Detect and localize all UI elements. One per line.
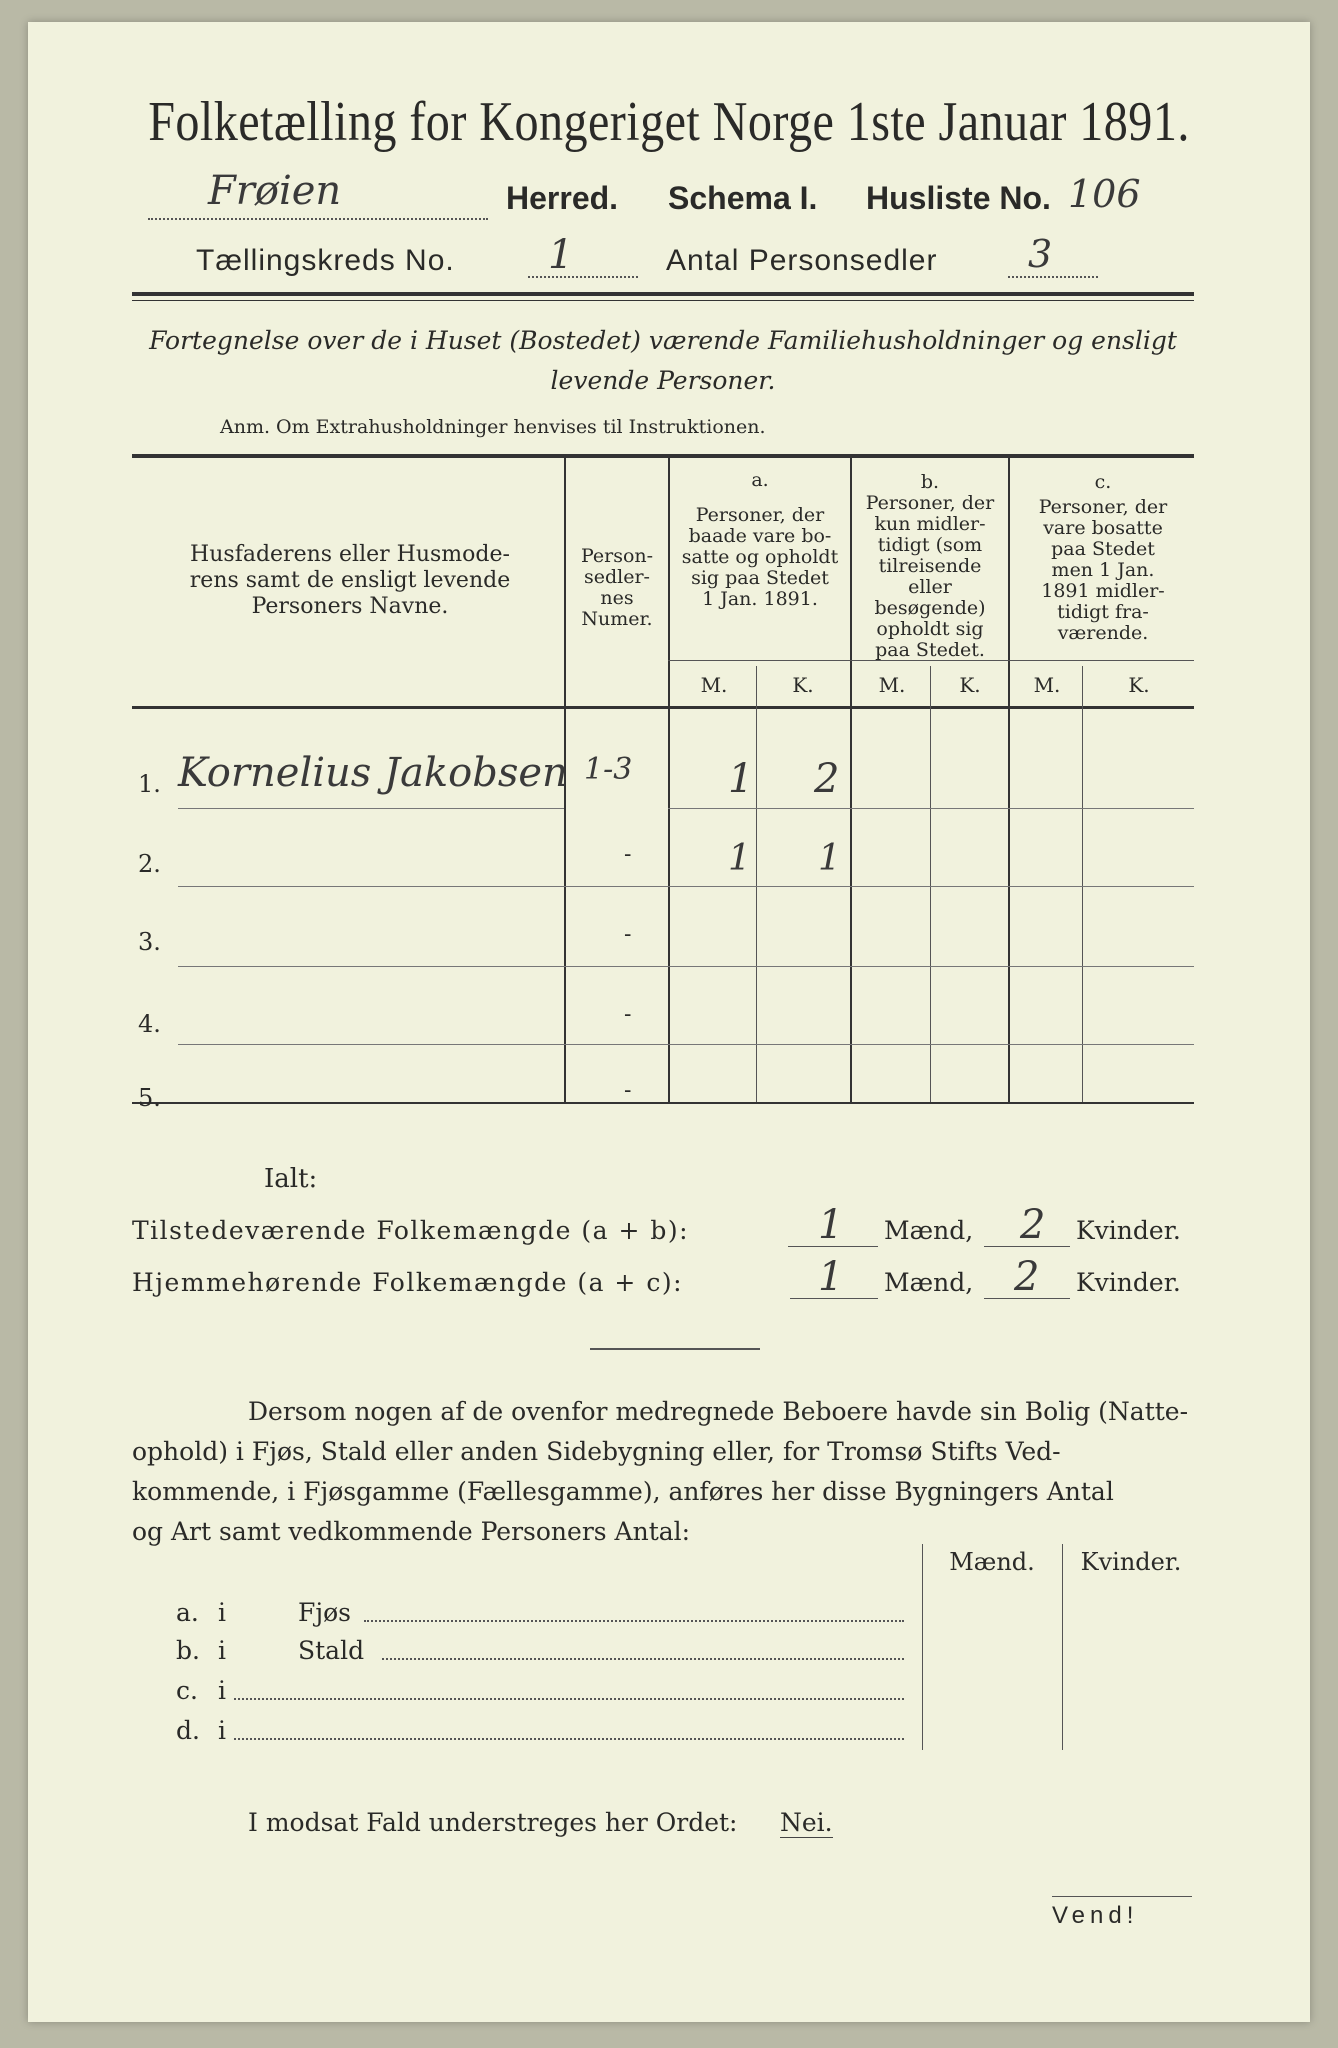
col-b-line: paa Stedet.	[875, 639, 985, 661]
para-line-1: Dersom nogen af de ovenfor medregnede Beboere havde sin Bolig (Natte-	[248, 1397, 1189, 1426]
tilstede-kvinder: Kvinder.	[1076, 1216, 1181, 1245]
building-d-letter: d.	[176, 1716, 200, 1745]
tilstede-k: 2	[1020, 1202, 1046, 1248]
row-1-number: 1.	[138, 770, 161, 798]
building-a-dots	[364, 1620, 904, 1622]
col-num-line: nes	[600, 587, 634, 609]
col-a-line: baade vare bo-	[688, 525, 832, 547]
building-a-name: Fjøs	[298, 1598, 351, 1627]
anm-note: Anm. Om Extrahusholdninger henvises til Instruktionen.	[220, 416, 766, 438]
col-c-line: tidigt fra-	[1057, 601, 1149, 623]
kreds-value: 1	[548, 232, 574, 278]
building-c-letter: c.	[176, 1676, 198, 1705]
building-d-dots	[234, 1738, 904, 1740]
row-3-num: -	[624, 922, 632, 947]
col-c-letter: c.	[1094, 471, 1112, 493]
row-2-line	[178, 886, 1194, 887]
b-k-label: K.	[959, 673, 981, 697]
col-b-letter: b.	[920, 471, 940, 493]
col-name-line: Husfaderens eller Husmode-	[190, 542, 510, 567]
col-b-line: Personer, der	[865, 492, 995, 514]
schema-label: Schema I.	[668, 180, 818, 216]
row-2-a-m: 1	[728, 838, 751, 879]
building-c-i: i	[218, 1676, 226, 1705]
building-a-i: i	[218, 1598, 226, 1627]
herred-label: Herred.	[506, 180, 619, 216]
kreds-field	[528, 254, 638, 278]
col-a-line: satte og opholdt	[681, 546, 839, 568]
row-3-line	[178, 966, 1194, 967]
para-line-4: og Art samt vedkommende Personers Antal:	[132, 1517, 691, 1546]
c-m-label: M.	[1033, 673, 1061, 697]
census-form-page	[28, 22, 1310, 2022]
table-top-rule	[132, 454, 1194, 458]
kreds-label: Tællingskreds No.	[196, 244, 455, 277]
col-c-line: værende.	[1057, 622, 1149, 644]
separator-rule	[590, 1348, 760, 1350]
row-2-a-k: 1	[818, 838, 841, 879]
col-a-letter: a.	[751, 469, 769, 491]
building-b-i: i	[218, 1636, 226, 1665]
intro-line-2: levende Personer.	[550, 366, 776, 395]
col-b-line: eller	[908, 576, 952, 598]
row-1-line-values	[668, 808, 1194, 809]
buildings-maend-head: Mænd.	[949, 1548, 1035, 1576]
row-5-num: -	[624, 1078, 632, 1103]
hjemme-label: Hjemmehørende Folkemængde (a + c):	[132, 1268, 683, 1297]
col-c-line: Personer, der	[1038, 496, 1168, 518]
para-line-2: ophold) i Fjøs, Stald eller anden Sidebygning eller, for Tromsø Stifts Ved-	[132, 1437, 1061, 1466]
herred-value: Frøien	[208, 168, 342, 214]
table-header-rule	[132, 706, 1194, 709]
nei-word: Nei.	[780, 1808, 833, 1837]
col-a-line: 1 Jan. 1891.	[702, 588, 818, 610]
vend-text: Vend!	[1052, 1902, 1139, 1929]
col-num-line: Person-	[580, 545, 654, 567]
col-b-line: kun midler-	[874, 513, 986, 535]
row-5-number: 5.	[138, 1084, 161, 1112]
antal-value: 3	[1028, 232, 1053, 276]
buildings-divider-1	[922, 1544, 923, 1750]
col-divider-b-mk	[930, 666, 931, 1102]
form-title: Folketælling for Kongeriget Norge 1ste Januar 1891.	[148, 91, 1190, 153]
col-divider-3	[850, 458, 852, 1102]
col-c-line: 1891 midler-	[1041, 580, 1165, 602]
building-b-name: Stald	[298, 1636, 365, 1665]
row-1-a-m: 1	[728, 756, 754, 802]
col-divider-a-mk	[756, 666, 757, 1102]
col-name-header	[140, 542, 560, 620]
husliste-value: 106	[1068, 172, 1141, 216]
a-m-label: M.	[700, 673, 728, 697]
row-1-name: Kornelius Jakobsen	[178, 750, 568, 796]
col-divider-2	[668, 458, 670, 1102]
row-1-a-k: 2	[814, 756, 840, 802]
header-rule-thin	[132, 300, 1194, 301]
col-c-line: paa Stedet	[1051, 538, 1155, 560]
row-4-line	[178, 1044, 1194, 1045]
col-a-line: sig paa Stedet	[691, 567, 829, 589]
hjemme-maend: Mænd,	[884, 1268, 974, 1297]
col-divider-4	[1008, 458, 1010, 1102]
husliste-label: Husliste No.	[866, 180, 1051, 216]
col-num-line: sedler-	[584, 566, 650, 588]
col-num-line: Numer.	[581, 608, 653, 630]
col-name-line: rens samt de ensligt levende	[189, 568, 511, 593]
tilstede-maend: Mænd,	[884, 1216, 974, 1245]
col-c-line: vare bosatte	[1043, 517, 1163, 539]
a-k-label: K.	[792, 673, 814, 697]
col-b-line: opholdt sig	[876, 618, 984, 640]
intro-line-1: Fortegnelse over de i Huset (Bostedet) værende Familiehusholdninger og ensligt	[149, 326, 1177, 355]
col-num-header	[568, 546, 666, 630]
vend-rule	[1052, 1896, 1192, 1897]
row-1-num: 1-3	[584, 752, 633, 787]
b-m-label: M.	[878, 673, 906, 697]
antal-label: Antal Personsedler	[666, 244, 938, 277]
col-c-header	[1012, 472, 1194, 644]
col-b-line: tidigt (som	[877, 534, 983, 556]
row-4-number: 4.	[138, 1010, 161, 1038]
para-line-3: kommende, i Fjøsgamme (Fællesgamme), anføres her disse Bygningers Antal	[132, 1477, 1114, 1506]
row-3-number: 3.	[138, 928, 161, 956]
buildings-divider-2	[1062, 1544, 1063, 1750]
antal-field	[1008, 254, 1098, 278]
building-a-letter: a.	[176, 1598, 199, 1627]
tilstede-m: 1	[818, 1202, 844, 1248]
tilstede-label: Tilstedeværende Folkemængde (a + b):	[132, 1216, 690, 1245]
col-b-header	[854, 472, 1006, 661]
c-k-label: K.	[1128, 673, 1150, 697]
buildings-kvinder-head: Kvinder.	[1080, 1548, 1182, 1576]
col-a-header	[672, 470, 848, 610]
hjemme-m: 1	[818, 1254, 844, 1300]
hjemme-kvinder: Kvinder.	[1076, 1268, 1181, 1297]
row-1-line	[178, 808, 564, 809]
col-divider-c-mk	[1082, 666, 1083, 1102]
building-c-dots	[234, 1698, 904, 1700]
row-2-number: 2.	[138, 850, 161, 878]
building-instructions	[132, 1392, 1194, 1552]
col-c-line: men 1 Jan.	[1051, 559, 1155, 581]
col-b-line: tilreisende	[878, 555, 982, 577]
ialt-label: Ialt:	[264, 1164, 318, 1194]
modsat-text: I modsat Fald understreges her Ordet:	[248, 1808, 738, 1837]
col-name-line: Personers Navne.	[251, 594, 449, 619]
hjemme-k: 2	[1014, 1254, 1040, 1300]
col-b-line: besøgende)	[874, 597, 986, 619]
building-d-i: i	[218, 1716, 226, 1745]
col-a-line: Personer, der	[695, 504, 825, 526]
header-rule	[132, 292, 1194, 296]
table-bottom-rule	[132, 1102, 1194, 1104]
row-4-num: -	[624, 1002, 632, 1027]
building-b-dots	[382, 1658, 904, 1660]
row-2-num: -	[624, 842, 632, 867]
building-b-letter: b.	[176, 1636, 200, 1665]
